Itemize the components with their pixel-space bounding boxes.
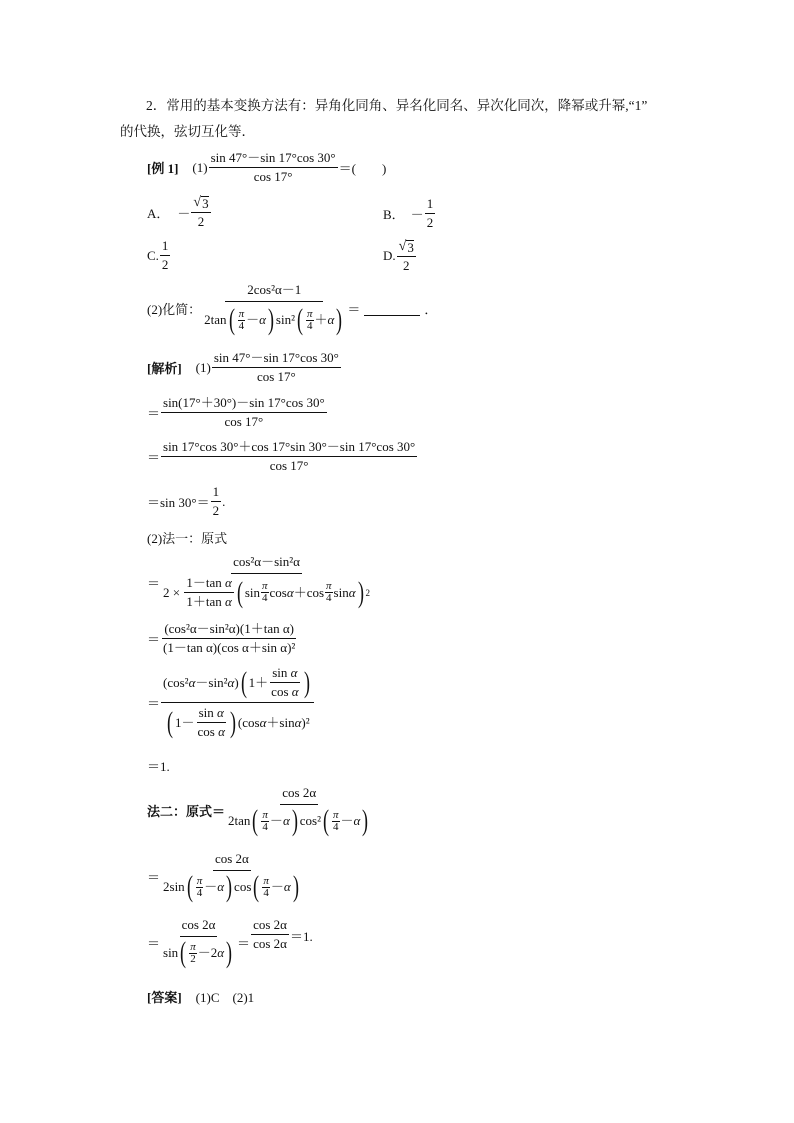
method-1-step-2-denominator: (1－tan α)(cos α＋sin α)² bbox=[163, 640, 296, 655]
question-1-numerator: sin 47°－sin 17°cos 30° bbox=[209, 150, 338, 168]
method-2-step-3-denominator-b: cos 2α bbox=[253, 936, 287, 951]
answer-blank bbox=[364, 301, 420, 316]
option-a bbox=[147, 194, 212, 230]
method-1-heading: (2)法一：原式 bbox=[147, 531, 228, 546]
method-1-step-3-denominator: ( 1－ $\frac{\text{sin α}}{\text{cos α}}$ ) (cos α ＋sin α )² bbox=[166, 705, 310, 739]
option-a-label: A． bbox=[147, 205, 170, 221]
intro-line-2: 的代换，弦切互化等． bbox=[120, 124, 255, 139]
solution-2-denominator: cos 17° bbox=[224, 414, 264, 429]
method-1-step-2-fraction bbox=[161, 621, 297, 656]
solution-3-fraction bbox=[161, 439, 417, 474]
solution-2-numerator: sin(17°＋30°)－sin 17°cos 30° bbox=[161, 395, 327, 413]
option-c bbox=[147, 238, 171, 273]
solution-step-3: ＝ $\frac{\sin 17^\circ\cos 30^\circ+\cos 17^\circ\sin 30^\circ-\sin 17^\circ\cos 30^\circ}{\cos 17^\circ}$ bbox=[147, 439, 416, 473]
method-2-step-2: ＝ cos 2α 2sin ( $\frac{\pi}{4}$ － α ) cos ( $\frac{\pi}{4}$ － α ) bbox=[147, 851, 304, 902]
method-1-step-1-numerator: cos²α－sin²α bbox=[231, 554, 302, 574]
method-2-step-2-fraction bbox=[161, 851, 303, 902]
option-b-denominator: 2 bbox=[426, 215, 434, 230]
method-2-result: ＝1. bbox=[289, 929, 313, 944]
part-2-label: (2)化简： bbox=[147, 302, 202, 317]
method-2-step-1-fraction bbox=[226, 785, 372, 836]
option-b bbox=[383, 196, 436, 231]
solution-3-denominator: cos 17° bbox=[269, 458, 309, 473]
method-2-step-1-numerator: cos 2α bbox=[280, 785, 318, 805]
solution-4-numerator: 1 bbox=[211, 484, 222, 502]
answer-text: (1)C (2)1 bbox=[195, 990, 255, 1005]
question-1-blank: ＝( ) bbox=[338, 161, 387, 176]
option-b-numerator: 1 bbox=[425, 196, 436, 214]
question-1-denominator: cos 17° bbox=[253, 169, 293, 184]
method-1-step-3-numerator: (cos² α －sin² α ) ( 1＋ $\frac{\text{sin α}}{\text{cos α}}$ ) bbox=[161, 665, 314, 703]
option-b-label: B． bbox=[383, 207, 405, 222]
question-2-fraction bbox=[202, 282, 346, 335]
intro-line-1: 2．常用的基本变换方法有：异角化同角、异名化同名、异次化同次，降幂或升幂,“1” bbox=[146, 98, 648, 113]
method-2-step-1 bbox=[147, 785, 373, 836]
method-1-step-1-fraction bbox=[161, 554, 372, 610]
solution-2-fraction bbox=[161, 395, 327, 430]
method-2-step-1-denominator: 2tan ( $\frac{\pi}{4}$ － α ) cos² ( $\frac{\pi}{4}$ － α ) bbox=[228, 804, 369, 837]
method-1-step-2: ＝ $\frac{\text{(cos²α－sin²α)(1＋tan α)}}{\text{(1－tan α)(cos α＋sin α)²}}$ bbox=[147, 621, 296, 655]
solution-4-denominator: 2 bbox=[212, 503, 220, 518]
example-label: [例 1] bbox=[147, 161, 179, 176]
method-2-step-3-fraction-b bbox=[251, 917, 289, 952]
option-a-fraction: √ 3 2 bbox=[193, 195, 209, 229]
option-d-label: D. bbox=[383, 248, 396, 263]
option-d bbox=[383, 238, 417, 274]
method-2-step-2-denominator: 2sin ( $\frac{\pi}{4}$ － α ) cos ( $\frac{\pi}{4}$ － α ) bbox=[163, 870, 299, 903]
example-question-1 bbox=[147, 150, 386, 185]
option-c-label: C. bbox=[147, 247, 159, 263]
method-2-heading: 法二：原式＝ bbox=[147, 804, 226, 819]
part-1-label: (1) bbox=[192, 159, 208, 175]
solution-step-1 bbox=[147, 350, 342, 385]
solution-1-denominator: cos 17° bbox=[256, 369, 296, 384]
option-b-sign: － bbox=[410, 207, 424, 222]
solution-step-2: ＝ $\frac{\sin(17^\circ+30^\circ)-\sin 17^\circ\cos 30^\circ}{\cos 17^\circ}$ bbox=[147, 395, 325, 429]
intro-paragraph bbox=[120, 93, 680, 145]
option-a-sign: － bbox=[177, 205, 191, 221]
solution-1-numerator: sin 47°－sin 17°cos 30° bbox=[212, 350, 341, 368]
solution-4-fraction bbox=[211, 484, 222, 519]
option-c-numerator: 1 bbox=[160, 238, 171, 256]
method-2-step-3-denominator-a: sin ( $\frac{\pi}{2}$ －2 α ) bbox=[163, 936, 233, 969]
option-c-denominator: 2 bbox=[161, 257, 169, 272]
method-1-step-3: ＝ (cos² α －sin² α ) ( 1＋ $\frac{\text{sin α}}{\text{cos α}}$ ) ( 1－ $\frac{\text{sin α}}{\text{cos α}}$ ) (cos α ＋sin α )² bbox=[147, 665, 315, 740]
answer-label: [答案] bbox=[147, 990, 182, 1005]
solution-part-1: (1) bbox=[195, 359, 211, 375]
method-2-step-3-numerator-b: cos 2α bbox=[251, 917, 289, 935]
method-1-step-3-fraction bbox=[161, 665, 314, 740]
option-a-denominator: 2 bbox=[197, 214, 205, 229]
method-1-result: ＝1. bbox=[147, 759, 170, 774]
option-b-fraction bbox=[425, 196, 436, 231]
example-question-2: (2)化简： 2cos²α－1 2tan ( $\frac{\pi}{4}$ － α ) sin² ( $\frac{\pi}{4}$ ＋ α ) ＝ ． bbox=[147, 282, 438, 336]
solution-label: [解析] bbox=[147, 361, 182, 376]
question-1-fraction bbox=[209, 150, 338, 185]
option-a-radicand: 3 bbox=[202, 196, 209, 211]
question-2-tail: ． bbox=[424, 302, 438, 317]
question-2-numerator: 2cos²α－1 bbox=[225, 282, 323, 302]
option-d-denominator: 2 bbox=[402, 258, 410, 273]
method-1-step-1-denominator: 2 × $\frac{\text{1－tan α}}{\text{1＋tan α}}$ ( sin $\frac{\pi}{4}$ cos α ＋cos $\frac{\pi}{4}$ sin α ) 2 bbox=[163, 575, 371, 609]
method-1-step-2-numerator: (cos²α－sin²α)(1＋tan α) bbox=[162, 621, 296, 639]
method-2-step-2-numerator: cos 2α bbox=[213, 851, 251, 871]
solution-4-text: ＝sin 30°＝ bbox=[147, 495, 210, 510]
method-2-step-3: ＝ cos 2α sin ( $\frac{\pi}{2}$ －2 α ) ＝ $\frac{\cos 2\alpha}{\cos 2\alpha}$ ＝1. bbox=[147, 917, 313, 969]
question-2-denominator: 2tan ( $\frac{\pi}{4}$ － α ) sin² ( $\frac{\pi}{4}$ ＋ α ) bbox=[204, 303, 343, 336]
option-d-radicand: 3 bbox=[407, 240, 414, 255]
solution-1-fraction bbox=[212, 350, 341, 385]
option-c-fraction bbox=[160, 238, 171, 273]
method-2-step-3-fraction-a bbox=[161, 917, 236, 968]
solution-step-4: ＝sin 30°＝ $\frac{1}{2}$ . bbox=[147, 484, 226, 518]
solution-3-numerator: sin 17°cos 30°＋cos 17°sin 30°－sin 17°cos 30° bbox=[161, 439, 417, 457]
option-d-fraction: √ 3 2 bbox=[398, 239, 414, 273]
answer-line bbox=[147, 987, 254, 1006]
method-2-step-3-numerator-a: cos 2α bbox=[180, 917, 218, 937]
method-1-step-1: ＝ cos²α－sin²α 2 × $\frac{\text{1－tan α}}{\text{1＋tan α}}$ ( sin $\frac{\pi}{4}$ cos α ＋cos $\frac{\pi}{4}$ sin α ) 2 bbox=[147, 554, 371, 609]
